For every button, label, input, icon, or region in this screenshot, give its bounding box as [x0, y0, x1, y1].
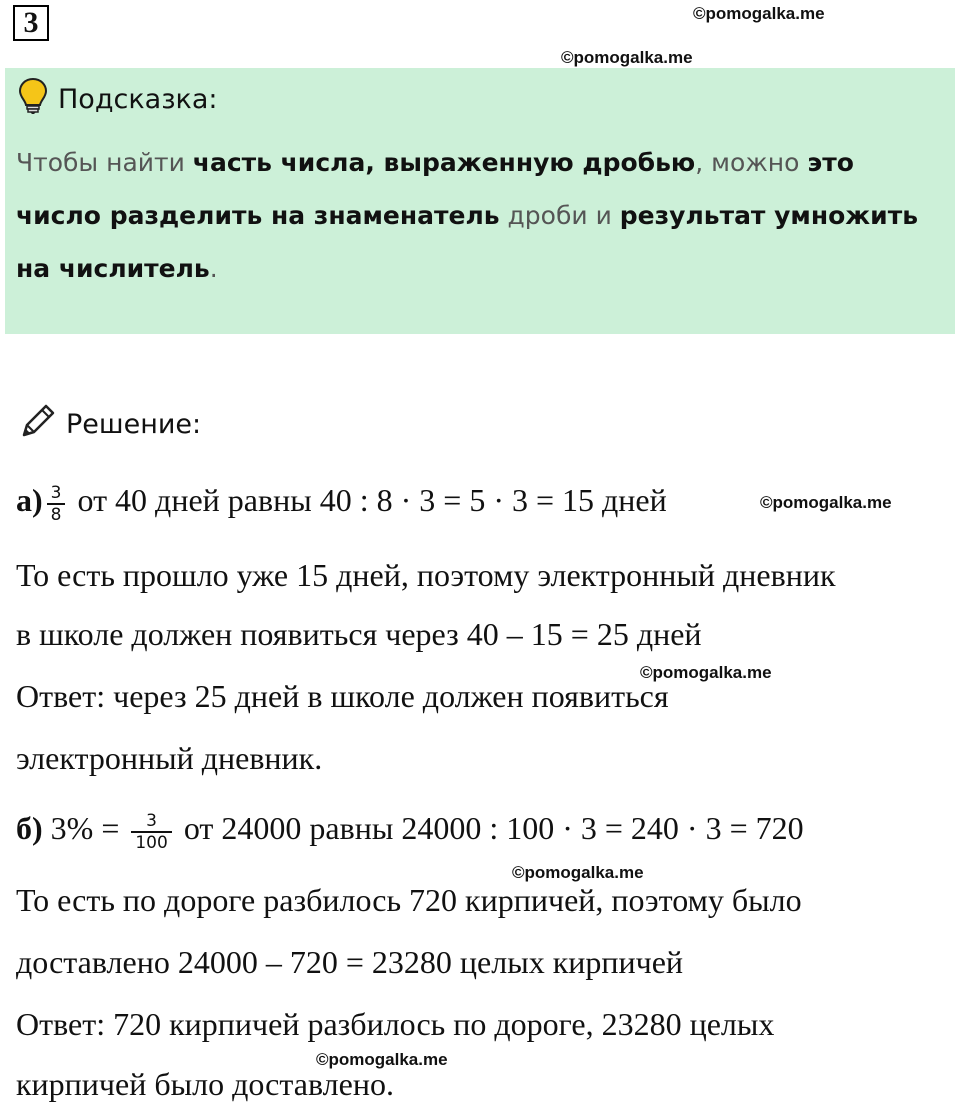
hint-text-bold: результат умножить на числитель	[16, 201, 918, 283]
part-a-label: а)	[16, 482, 43, 518]
solution-a-expression: от 40 дней равны 40 : 8 · 3 = 5 · 3 = 15 дней	[69, 482, 667, 518]
solution-b-line3: доставлено 24000 – 720 = 23280 целых кирпичей	[16, 944, 684, 980]
fraction-denominator: 8	[50, 504, 62, 525]
solution-b-line1	[16, 808, 804, 853]
hint-text-bold: это число разделить на знаменатель	[16, 148, 854, 230]
fraction-numerator: 3	[146, 810, 157, 831]
hint-text-plain: , можно	[695, 148, 808, 177]
solution-header	[18, 402, 201, 446]
part-b-label: б)	[16, 810, 43, 846]
solution-a-line1	[16, 480, 667, 525]
fraction-numerator: 3	[50, 482, 62, 503]
watermark: ©pomogalka.me	[693, 4, 825, 23]
hint-text-bold: часть числа, выраженную дробью	[192, 148, 696, 177]
solution-b-answer-cont: кирпичей было доставлено.	[16, 1066, 394, 1102]
solution-a-line2: То есть прошло уже 15 дней, поэтому электронный дневник	[16, 557, 836, 593]
watermark: ©pomogalka.me	[561, 48, 693, 67]
fraction	[49, 483, 64, 525]
lightbulb-icon	[18, 77, 48, 122]
hint-header	[18, 79, 218, 119]
hint-text-plain: .	[209, 254, 218, 283]
watermark: ©pomogalka.me	[512, 863, 644, 882]
fraction	[133, 811, 169, 853]
watermark: ©pomogalka.me	[760, 493, 892, 512]
solution-title: Решение:	[66, 408, 202, 440]
hint-title: Подсказка:	[58, 83, 218, 115]
hint-text	[16, 136, 936, 295]
watermark: ©pomogalka.me	[316, 1050, 448, 1069]
solution-a-answer: Ответ: через 25 дней в школе должен появиться	[16, 678, 669, 714]
watermark: ©pomogalka.me	[640, 663, 772, 682]
solution-a-answer-cont: электронный дневник.	[16, 740, 323, 776]
percent-expression: 3% =	[42, 810, 128, 846]
solution-a-line3: в школе должен появиться через 40 – 15 = 25 дней	[16, 616, 702, 652]
solution-b-expression: от 24000 равны 24000 : 100 · 3 = 240 · 3 = 720	[175, 810, 804, 846]
hint-text-plain: Чтобы найти	[16, 148, 193, 177]
solution-b-answer: Ответ: 720 кирпичей разбилось по дороге, 23280 целых	[16, 1006, 775, 1042]
pencil-icon	[18, 401, 58, 448]
hint-text-plain: дроби и	[499, 201, 620, 230]
fraction-denominator: 100	[135, 832, 168, 853]
task-number: 3	[13, 5, 49, 41]
solution-b-line2: То есть по дороге разбилось 720 кирпичей, поэтому было	[16, 882, 802, 918]
